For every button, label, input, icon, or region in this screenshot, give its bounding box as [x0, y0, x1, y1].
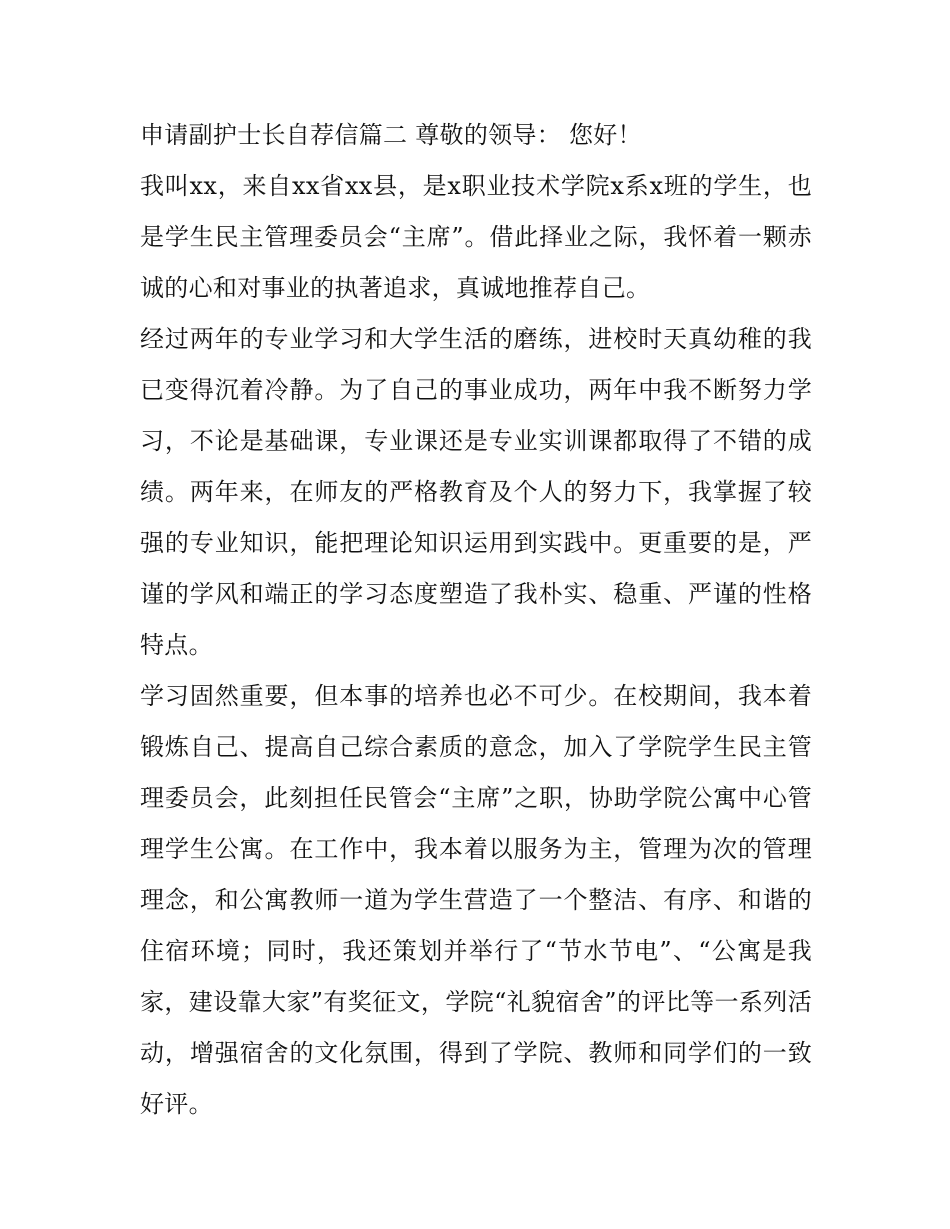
introduction-paragraph: 我叫xx，来自xx省xx县，是x职业技术学院x系x班的学生，也是学生民主管理委员会“主席”。借此择业之际，我怀着一颗赤诚的心和对事业的执著追求，真诚地推荐自己。 [140, 172, 812, 302]
letter-body [140, 110, 812, 1130]
letter-heading-paragraph: 申请副护士长自荐信篇二 尊敬的领导： 您好！ [140, 121, 642, 149]
work-experience-paragraph: 学习固然重要，但本事的培养也必不可少。在校期间，我本着锻炼自己、提高自己综合素质的意念，加入了学院学生民主管理委员会，此刻担任民管会“主席”之职，协助学院公寓中心管理学生公寓。在工作中，我本着以服务为主，管理为次的管理理念，和公寓教师一道为学生营造了一个整洁、有序、和谐的住宿环境；同时，我还策划并举行了“节水节电”、“公寓是我家，建设靠大家”有奖征文，学院“礼貌宿舍”的评比等一系列活动，增强宿舍的文化氛围，得到了学院、教师和同学们的一致好评。 [140, 682, 812, 1118]
study-experience-paragraph: 经过两年的专业学习和大学生活的磨练，进校时天真幼稚的我已变得沉着冷静。为了自己的事业成功，两年中我不断努力学习，不论是基础课，专业课还是专业实训课都取得了不错的成绩。两年来，在师友的严格教育及个人的努力下，我掌握了较强的专业知识，能把理论知识运用到实践中。更重要的是，严谨的学风和端正的学习态度塑造了我朴实、稳重、严谨的性格特点。 [140, 325, 812, 659]
